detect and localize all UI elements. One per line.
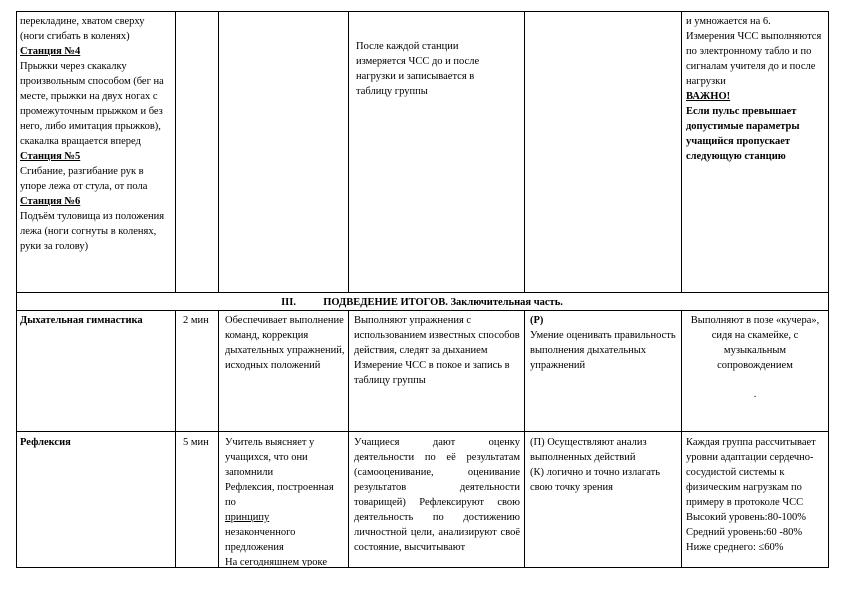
station-text: Подъём туловища из положения лежа (ноги согнуты в коленях, руки за голову) bbox=[20, 211, 165, 252]
station-text: Сгибание, разгибание рук в упоре лежа от стула, от пола bbox=[20, 166, 148, 192]
table-border bbox=[175, 310, 176, 568]
table-border bbox=[16, 310, 828, 311]
row2-student-activity bbox=[354, 313, 520, 429]
section-numeral: III. bbox=[281, 297, 296, 308]
cell-text: Учитель выясняет у учащихся, что они запомнили bbox=[225, 437, 315, 478]
cell-text: Рефлексия, построенная по bbox=[225, 482, 334, 508]
table-border bbox=[16, 567, 828, 568]
cell-text: Измерения ЧСС выполняются по электронному табло и по сигналам учителя до и после нагрузки bbox=[686, 31, 822, 87]
row1-notes-cell bbox=[686, 14, 824, 290]
row3-duration bbox=[183, 435, 217, 455]
station-title: Станция №5 bbox=[20, 151, 81, 162]
row2-skills bbox=[530, 313, 678, 429]
row3-student-activity bbox=[354, 435, 520, 566]
table-border bbox=[16, 431, 828, 432]
cell-text: . bbox=[753, 389, 757, 400]
cell-text: Учащиеся дают оценку деятельности по её результатам (самооценивание, оценивание результатов деятельности товарищей) Рефлексируют свою деятельность по достижению личностной цели, анализируют своё состояние, высчитывают bbox=[354, 437, 520, 553]
row2-notes bbox=[686, 313, 824, 429]
table-border bbox=[524, 310, 525, 568]
station-title: Станция №6 bbox=[20, 196, 81, 207]
table-border bbox=[681, 11, 682, 292]
table-border bbox=[16, 11, 828, 12]
table-border bbox=[828, 11, 829, 568]
level-low: Ниже среднего: ≤60% bbox=[686, 542, 784, 553]
table-border bbox=[218, 11, 219, 292]
cell-text: Выполняют упражнения с использованием известных способов действия, следят за дыханием Измерение ЧСС в покое и запись в таблицу группы bbox=[354, 315, 520, 386]
table-border bbox=[348, 310, 349, 568]
cell-text: Дыхательная гимнастика bbox=[20, 315, 143, 326]
section-title: ПОДВЕДЕНИЕ ИТОГОВ. bbox=[323, 297, 448, 308]
station-text: Прыжки через скакалку произвольным способом (бег на месте, прыжки на двух ногах с промежуточным прыжком и без него, либо имитация прыжков), скакалка вращается вперед bbox=[20, 61, 164, 147]
cell-text: 2 мин bbox=[183, 315, 209, 326]
table-border bbox=[218, 310, 219, 568]
row2-stage-name bbox=[20, 313, 172, 333]
row3-stage-name bbox=[20, 435, 172, 455]
cell-text: (П) Осуществляют анализ выполненных действий bbox=[530, 437, 647, 463]
cell-text: Выполняют в позе «кучера», сидя на скамейке, с музыкальным сопровождением bbox=[690, 315, 820, 371]
level-high: Высокий уровень:80-100% bbox=[686, 512, 807, 523]
cell-text: Умение оценивать правильность выполнения дыхательных упражнений bbox=[530, 330, 676, 371]
cell-text: 5 мин bbox=[183, 437, 209, 448]
table-border bbox=[348, 11, 349, 292]
row3-teacher-activity bbox=[225, 435, 345, 566]
table-border bbox=[16, 11, 17, 568]
cell-text: Каждая группа рассчитывает уровни адаптации сердечно-сосудистой системы к физическим нагрузкам по примеру в протоколе ЧСС bbox=[686, 437, 816, 508]
cell-text: незаконченного предложения bbox=[225, 527, 296, 553]
row3-notes bbox=[686, 435, 824, 566]
skill-label: (Р) bbox=[530, 315, 544, 326]
row1-exercise-cell bbox=[20, 14, 172, 290]
row2-duration bbox=[183, 313, 217, 333]
cell-text: Обеспечивает выполнение команд, коррекция дыхательных упражнений, исходных положений bbox=[225, 315, 345, 371]
row3-skills bbox=[530, 435, 678, 566]
cell-text: (К) логично и точно излагать свою точку зрения bbox=[530, 467, 660, 493]
cell-text: (ноги сгибать в коленях) bbox=[20, 31, 130, 42]
important-label: ВАЖНО! bbox=[686, 91, 731, 102]
table-border bbox=[175, 11, 176, 292]
cell-text: На сегодняшнем уроке bbox=[225, 557, 327, 566]
cell-text: перекладине, хватом сверху bbox=[20, 16, 145, 27]
level-mid: Средний уровень:60 -80% bbox=[686, 527, 803, 538]
warning-text: Если пульс превышает допустимые параметры учащийся пропускает следующую станцию bbox=[686, 106, 800, 162]
section-header bbox=[17, 295, 827, 309]
table-border bbox=[16, 292, 828, 293]
cell-text: Рефлексия bbox=[20, 437, 71, 448]
cell-text: принципу bbox=[225, 512, 270, 523]
cell-text: и умножается на 6. bbox=[686, 16, 771, 27]
row1-student-activity-cell bbox=[356, 39, 496, 109]
table-border bbox=[681, 310, 682, 568]
row2-teacher-activity bbox=[225, 313, 345, 429]
section-subtitle: Заключительная часть. bbox=[450, 297, 563, 308]
table-border bbox=[524, 11, 525, 292]
station-title: Станция №4 bbox=[20, 46, 81, 57]
cell-text: После каждой станции измеряется ЧСС до и после нагрузки и записывается в таблицу группы bbox=[356, 41, 480, 97]
